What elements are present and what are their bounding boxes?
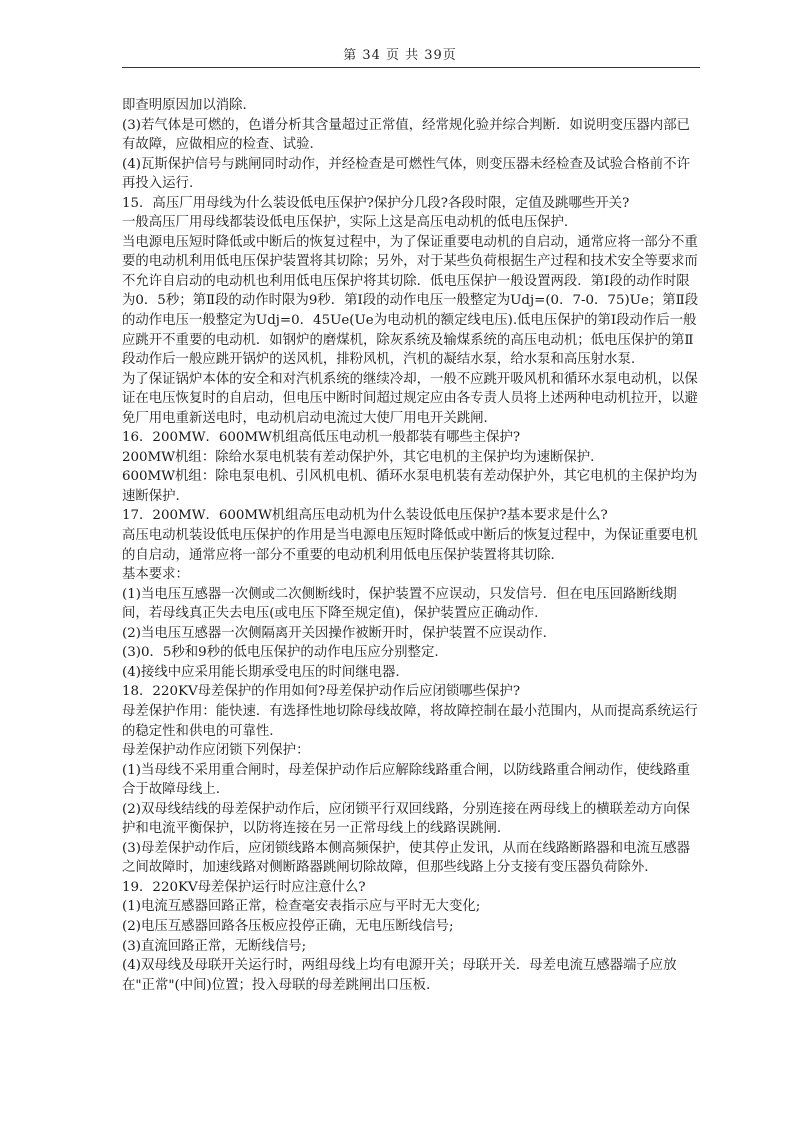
list-item: (4)接线中应采用能长期承受电压的时间继电器. (122, 664, 400, 680)
paragraph: 当电源电压短时降低或中断后的恢复过程中，为了保证重要电动机的自启动，通常应将一部分不重要的电动机利用低电压保护装置将其切除；另外，对于某些负荷根据生产过程和技术安全等要求而不允许自启动的电动机也利用低电压保护将其切除．低电压保护一般设置两段．第Ⅰ段的动作时限为0．5秒；第Ⅱ段的动作时限为9秒．第Ⅰ段的动作电压一般整定为Udj=(0．7-0．75)Ue；第Ⅱ段的动作电压一般整定为Udj=0．45Ue(Ue为电动机的额定线电压).低电压保护的第Ⅰ段动作后一般应跳开不重要的电动机．如钢炉的磨煤机，除灰系统及输煤系统的高压电动机；低电压保护的第Ⅱ段动作后一般应跳开锅炉的送风机，排粉风机，汽机的凝结水泵，给水泵和高压射水泵. (122, 234, 699, 368)
paragraph: 600MW机组：除电泵电机、引风机电机、循环水泵电机装有差动保护外，其它电机的主保护均为速断保护. (122, 469, 698, 504)
paragraph: 母差保护动作应闭锁下列保护： (122, 743, 310, 759)
paragraph: 即查明原因加以消除. (122, 98, 247, 113)
paragraph: 高压电动机装设低电压保护的作用是当电源电压短时降低或中断后的恢复过程中，为保证重要电机的自启动，通常应将一部分不重要的电动机利用低电压保护装置将其切除. (122, 528, 698, 563)
list-item: (1)当电压互感器一次侧或二次侧断线时，保护装置不应误动，只发信号．但在电压回路断线期间，若母线真正失去电压(或电压下降至规定值)，保护装置应正确动作. (122, 586, 677, 622)
list-item: (2)电压互感器回路各压板应投停正确，无电压断线信号; (122, 918, 454, 934)
paragraph: 基本要求： (122, 567, 189, 583)
list-item: (3)0．5秒和9秒的低电压保护的动作电压应分别整定. (122, 645, 439, 661)
list-item: (1)当母线不采用重合闸时，母差保护动作后应解除线路重合闸，以防线路重合闸动作，使线路重合于故障母线上. (122, 762, 690, 798)
paragraph: 一般高压厂用母线都装设低电压保护，实际上这是高压电动机的低电压保护. (122, 215, 569, 231)
question-heading: 16．200MW．600MW机组高低压电动机一般都装有哪些主保护? (122, 430, 521, 446)
paragraph: 为了保证锅炉本体的安全和对汽机系统的继续冷却，一般不应跳开吸风机和循环水泵电动机，以保证在电压恢复时的自启动，但电压中断时间超过规定应由各专责人员将上述两种电动机拉开，以避免厂用电重新送电时，电动机启动电流过大使厂用电开关跳闸. (122, 371, 698, 426)
list-item: (3)母差保护动作后，应闭锁线路本侧高频保护，使其停止发讯，从而在线路断路器和电流互感器之间故障时，加速线路对侧断路器跳闸切除故障，但那些线路上分支接有变压器负荷除外. (122, 840, 690, 876)
list-item: (4)双母线及母联开关运行时，两组母线上均有电源开关；母联开关．母差电流互感器端子应放在"正常"(中间)位置；投入母联的母差跳闸出口压板. (122, 958, 677, 993)
question-heading: 19．220KV母差保护运行时应注意什么? (122, 879, 366, 895)
question-heading: 18．220KV母差保护的作用如何?母差保护动作后应闭锁哪些保护? (122, 684, 521, 700)
paragraph: 母差保护作用：能快速．有选择性地切除母线故障，将故障控制在最小范围内，从而提高系统运行的稳定性和供电的可靠性. (122, 703, 698, 739)
list-item: (4)瓦斯保护信号与跳闸同时动作，并经检查是可燃性气体，则变压器未经检查及试验合格前不许再投入运行. (122, 156, 690, 192)
list-item: (1)电流互感器回路正常，检查毫安表指示应与平时无大变化; (122, 899, 481, 915)
list-item: (3)直流回路正常，无断线信号; (122, 938, 307, 954)
question-heading: 17．200MW．600MW机组高压电动机为什么装设低电压保护?基本要求是什么? (122, 508, 608, 524)
list-item: (2)当电压互感器一次侧隔离开关因操作被断开时，保护装置不应误动作. (122, 625, 547, 641)
list-item: (3)若气体是可燃的，色谱分析其含量超过正常值，经常规化验并综合判断．如说明变压器内部已有故障，应做相应的检查、试验. (122, 117, 690, 153)
page-number-header: 第 34 页 共 39页 (343, 48, 457, 63)
document-body (122, 96, 702, 995)
question-heading: 15．高压厂用母线为什么装设低电压保护?保护分几段?各段时限，定值及跳哪些开关? (122, 195, 630, 211)
header-divider (122, 67, 700, 68)
list-item: (2)双母线结线的母差保护动作后，应闭锁平行双回线路，分别连接在两母线上的横联差动方向保护和电流平衡保护，以防将连接在另一正常母线上的线路误跳闸. (122, 801, 690, 837)
paragraph: 200MW机组：除给水泵电机装有差动保护外，其它电机的主保护均为速断保护. (122, 449, 595, 465)
